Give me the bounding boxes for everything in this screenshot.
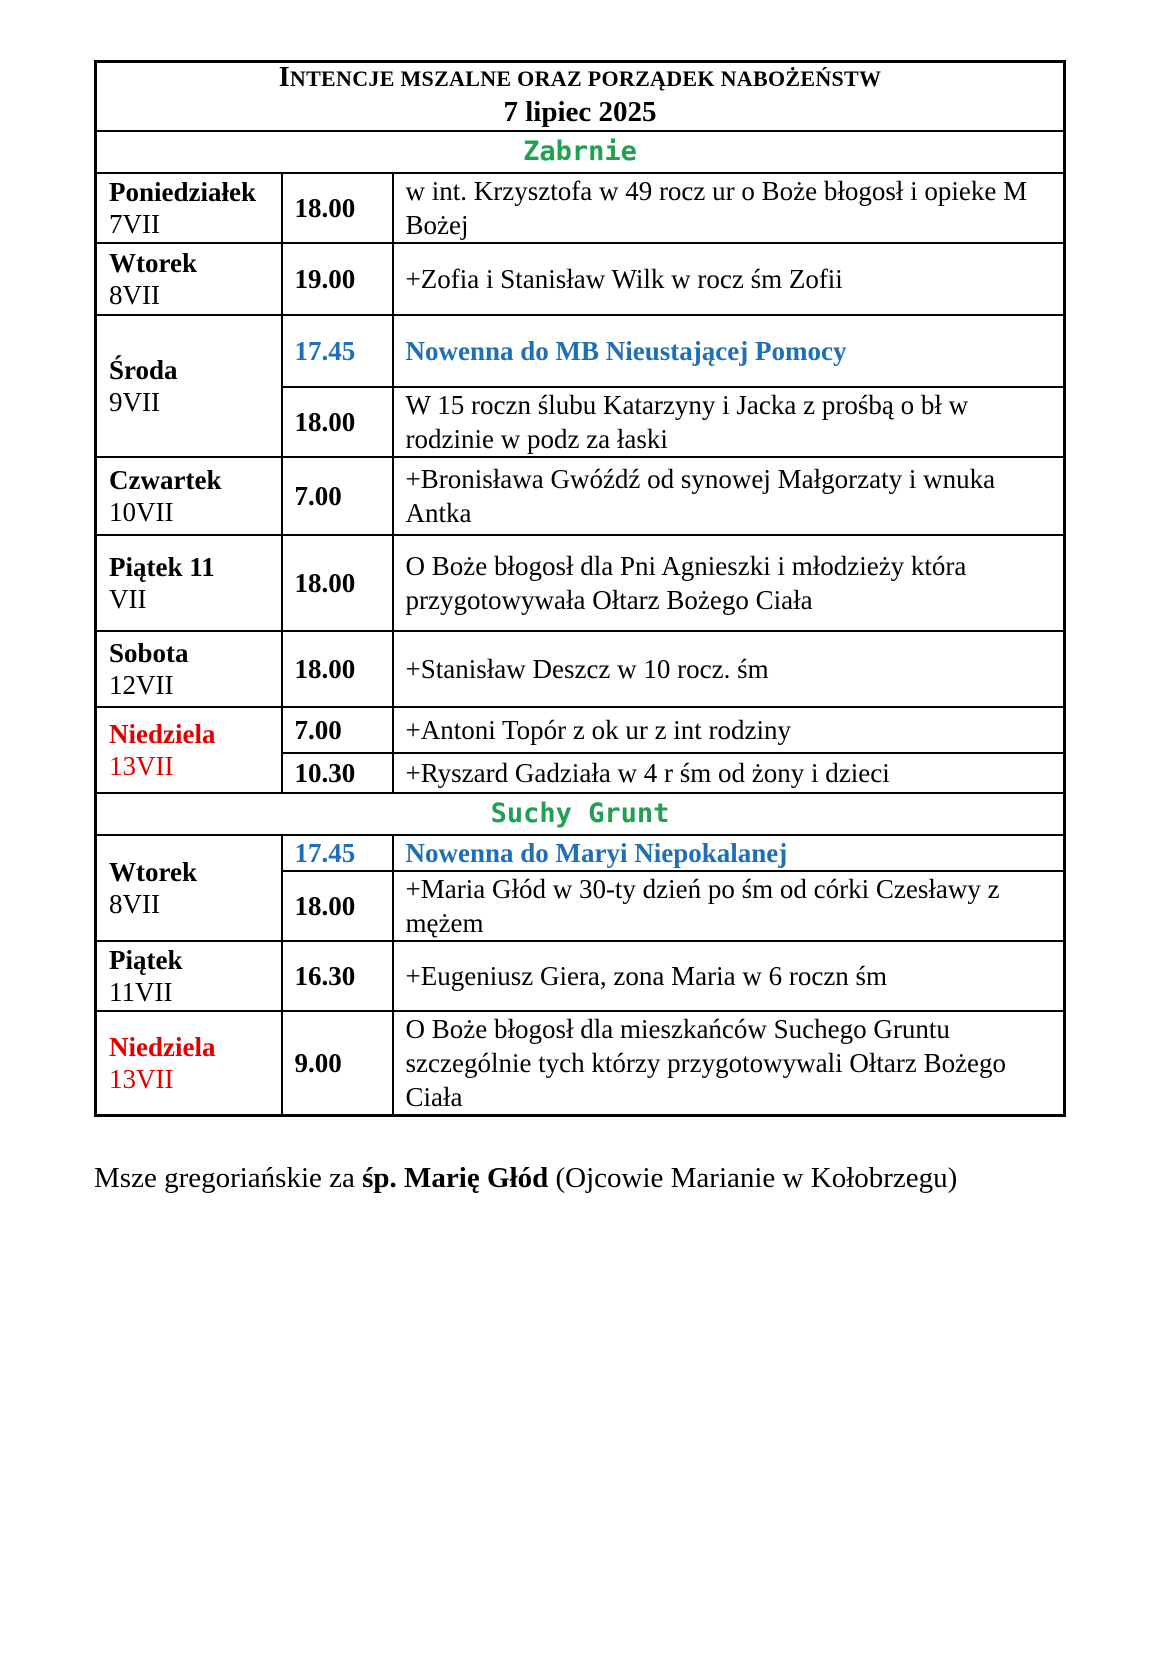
intent-cell: O Boże błogosł dla Pni Agnieszki i młodzieży która przygotowywała Ołtarz Bożego Ciała (393, 535, 1065, 631)
schedule-row (96, 835, 1065, 871)
day-cell-sunday: Niedziela 13VII (96, 707, 282, 793)
intent-cell: +Bronisława Gwóźdź od synowej Małgorzaty i wnuka Antka (393, 457, 1065, 535)
document-date: 7 lipiec 2025 (503, 96, 657, 128)
time-cell: 18.00 (282, 387, 393, 457)
title-cell (96, 62, 1065, 132)
intent-cell: W 15 roczn ślubu Katarzyny i Jacka z prośbą o bł w rodzinie w podz za łaski (393, 387, 1065, 457)
day-cell: Wtorek 8VII (96, 835, 282, 941)
intent-cell: +Ryszard Gadziała w 4 r śm od żony i dzieci (393, 753, 1065, 793)
schedule-row (96, 457, 1065, 535)
schedule-row (96, 173, 1065, 243)
day-cell: Środa 9VII (96, 315, 282, 457)
intent-cell-novena: Nowenna do MB Nieustającej Pomocy (393, 315, 1065, 387)
schedule-row (96, 631, 1065, 707)
schedule-table (94, 60, 1066, 1117)
schedule-row (96, 243, 1065, 315)
intent-cell: +Stanisław Deszcz w 10 rocz. śm (393, 631, 1065, 707)
intent-cell: +Maria Głód w 30-ty dzień po śm od córki Czesławy z mężem (393, 871, 1065, 941)
day-cell: Poniedziałek 7VII (96, 173, 282, 243)
schedule-row (96, 1011, 1065, 1116)
schedule-row (96, 315, 1065, 387)
intent-cell: O Boże błogosł dla mieszkańców Suchego Gruntu szczególnie tych którzy przygotowywali Ołtarz Bożego Ciała (393, 1011, 1065, 1116)
day-cell: Piątek 11 VII (96, 535, 282, 631)
schedule-row (96, 941, 1065, 1011)
title-row (96, 62, 1065, 132)
gregorian-masses-note: Msze gregoriańskie za śp. Marię Głód (Ojcowie Marianie w Kołobrzegu) (94, 1162, 958, 1194)
time-cell: 7.00 (282, 707, 393, 753)
intent-cell: +Eugeniusz Giera, zona Maria w 6 roczn śm (393, 941, 1065, 1011)
day-cell-sunday: Niedziela 13VII (96, 1011, 282, 1116)
day-cell: Wtorek 8VII (96, 243, 282, 315)
parish-name-suchy-grunt: Suchy Grunt (96, 793, 1065, 835)
intent-cell: w int. Krzysztofa w 49 rocz ur o Boże błogosł i opieke M Bożej (393, 173, 1065, 243)
schedule-row (96, 707, 1065, 753)
intent-cell: +Zofia i Stanisław Wilk w rocz śm Zofii (393, 243, 1065, 315)
day-cell: Czwartek 10VII (96, 457, 282, 535)
document-title: INTENCJE MSZALNE ORAZ PORZĄDEK NABOŻEŃSTW (278, 62, 882, 93)
day-cell: Piątek 11VII (96, 941, 282, 1011)
deceased-name: śp. Marię Głód (362, 1162, 549, 1194)
day-cell: Sobota 12VII (96, 631, 282, 707)
time-cell: 18.00 (282, 631, 393, 707)
time-cell: 18.00 (282, 535, 393, 631)
time-cell: 16.30 (282, 941, 393, 1011)
time-cell: 10.30 (282, 753, 393, 793)
intent-cell: +Antoni Topór z ok ur z int rodziny (393, 707, 1065, 753)
time-cell: 9.00 (282, 1011, 393, 1116)
parish-header-row (96, 793, 1065, 835)
time-cell: 19.00 (282, 243, 393, 315)
schedule-row (96, 535, 1065, 631)
time-cell-novena: 17.45 (282, 835, 393, 871)
time-cell: 18.00 (282, 173, 393, 243)
parish-name-zabrnie: Zabrnie (96, 131, 1065, 173)
intent-cell-novena: Nowenna do Maryi Niepokalanej (393, 835, 1065, 871)
parish-header-row (96, 131, 1065, 173)
time-cell-novena: 17.45 (282, 315, 393, 387)
time-cell: 7.00 (282, 457, 393, 535)
time-cell: 18.00 (282, 871, 393, 941)
